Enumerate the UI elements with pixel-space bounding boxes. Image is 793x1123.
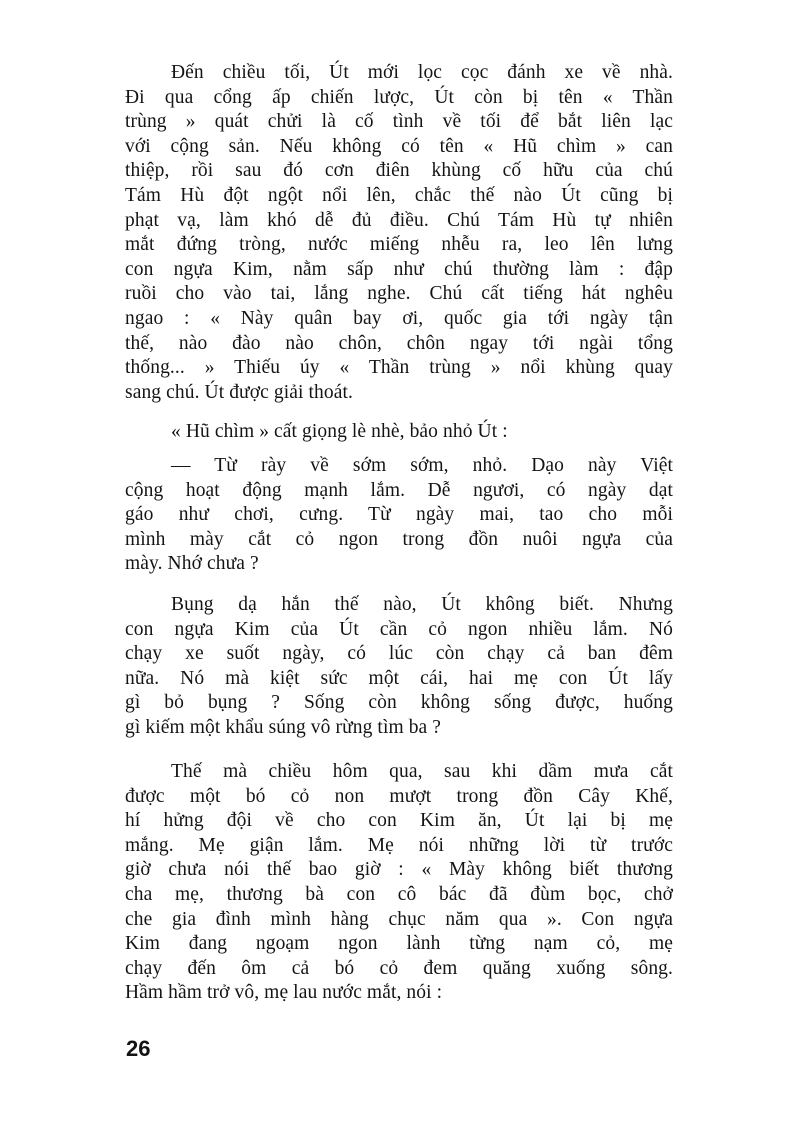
text-line: với cộng sản. Nếu không có tên « Hũ chìm » can — [125, 135, 673, 157]
text-line: thiệp, rồi sau đó cơn điên khùng cố hữu của chú — [125, 160, 673, 182]
text-line: Bụng dạ hắn thế nào, Út không biết. Nhưng — [171, 594, 673, 615]
text-line: Kim đang ngoạm ngon lành từng nạm cỏ, mẹ — [125, 933, 673, 955]
text-line: gì bỏ bụng ? Sống còn không sống được, huống — [125, 692, 673, 714]
text-line: Đến chiều tối, Út mới lọc cọc đánh xe về nhà. — [171, 62, 673, 83]
text-line: chạy đến ôm cả bó cỏ đem quăng xuống sông. — [125, 957, 673, 979]
text-line: Thế mà chiều hôm qua, sau khi dầm mưa cắt — [171, 761, 673, 782]
page-number: 26 — [126, 1036, 151, 1061]
text-line: gáo như chơi, cưng. Từ ngày mai, tao cho mỗi — [125, 504, 673, 526]
text-line: mắng. Mẹ giận lắm. Mẹ nói những lời từ trước — [125, 834, 673, 856]
text-line: thế, nào đào nào chôn, chôn ngay tới ngài tổng — [125, 332, 673, 354]
text-line: Tám Hù đột ngột nổi lên, chắc thế nào Út cũng bị — [125, 184, 673, 206]
text-line: cộng hoạt động mạnh lắm. Dễ ngươi, có ngày dạt — [125, 479, 673, 501]
text-line: mắt đứng tròng, nước miếng nhễu ra, leo lên lưng — [125, 234, 673, 256]
paragraph-1 — [125, 61, 673, 405]
text-line: « Hũ chìm » cất giọng lè nhè, bảo nhỏ Út : — [171, 421, 508, 442]
text-line: cha mẹ, thương bà con cô bác đã đùm bọc, chở — [125, 883, 673, 905]
text-line: Đi qua cổng ấp chiến lược, Út còn bị tên « Thần — [125, 86, 673, 108]
text-line: thống... » Thiếu úy « Thần trùng » nổi khùng quay — [125, 357, 673, 379]
text-line: Hầm hầm trở vô, mẹ lau nước mắt, nói : — [125, 982, 443, 1004]
text-line: mình mày cắt cỏ ngon trong đồn nuôi ngựa của — [125, 528, 673, 550]
text-line: trùng » quát chửi là cố tình về tối để bắt liên lạc — [125, 111, 673, 133]
text-line: được một bó cỏ non mượt trong đồn Cây Khế, — [125, 785, 673, 807]
paragraph-5 — [125, 760, 673, 1006]
text-line: hí hửng đội về cho con Kim ăn, Út lại bị mẹ — [125, 810, 673, 832]
paragraph-4 — [125, 593, 673, 741]
text-line: ruồi cho vào tai, lắng nghe. Chú cất tiếng hát nghêu — [125, 283, 673, 305]
text-line: con ngựa Kim, nằm sấp như chú thường làm : đập — [125, 258, 673, 280]
text-line: nữa. Nó mà kiệt sức một cái, hai mẹ con Út lấy — [125, 667, 673, 689]
text-line: phạt vạ, làm khó dễ đủ điều. Chú Tám Hù tự nhiên — [125, 209, 673, 231]
text-line: che gia đình mình hàng chục năm qua ». Con ngựa — [125, 908, 673, 930]
text-line: gì kiếm một khẩu súng vô rừng tìm ba ? — [125, 716, 442, 738]
text-line: giờ chưa nói thế bao giờ : « Mày không biết thương — [125, 859, 673, 881]
text-line: con ngựa Kim của Út cần cỏ ngon nhiều lắm. Nó — [125, 618, 673, 640]
paragraph-2 — [125, 420, 673, 445]
text-line: mày. Nhớ chưa ? — [125, 553, 259, 575]
text-line: sang chú. Út được giải thoát. — [125, 381, 353, 403]
paragraph-3-dialogue — [125, 454, 673, 577]
text-line: chạy xe suốt ngày, có lúc còn chạy cả ban đêm — [125, 643, 673, 665]
text-line: — Từ rày về sớm sớm, nhỏ. Dạo này Việt — [171, 455, 673, 476]
text-line: ngao : « Này quân bay ơi, quốc gia tới ngày tận — [125, 307, 673, 329]
